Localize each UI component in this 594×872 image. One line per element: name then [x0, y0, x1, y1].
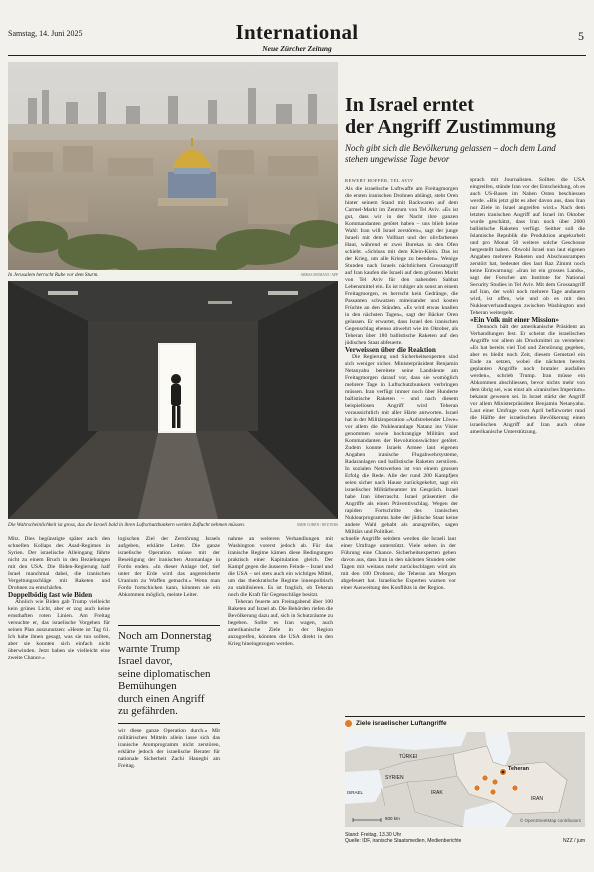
- map-attribution: © OpenStreetMap contributors: [519, 818, 581, 823]
- article-column-2: [470, 177, 585, 711]
- subhead-reaction: Verweissen über die Reaktion: [345, 346, 436, 354]
- bottom-photo-caption: Die Wahrscheinlichkeit ist gross, das die Israeli bald in ihren Luftschutzbunkern werden Zuflucht nehmen müssen.: [8, 522, 245, 528]
- column-2-text-b: Dennoch hält der amerikanische Präsident an Verhandlungen fest. Er scheint die israelischen Angriffe vor allem als Druckmittel zu verstehen: «Es hat bereits viel Tod und Zerstörung gegeben, aber es bleibt noch Zeit, diesem Gemetzel ein Ende zu setzen, wobei die nächsten bereits geplanten Angriffe noch brutaler ausfallen werden», schrieb Trump. Iran müsse ein Abkommen abschliessen, bevor nichts mehr von dem übrig sei, was einst als «iranisches Imperium» bekannt gewesen sei. In Israel stärkt der Angriff vor allem Ministerpräsident Benjamin Netanyahu. Laut einer Umfrage vom April befürwortet rund die Hälfte der israelischen Bevölkerung einen israelischen Angriff auf Iran auch ohne amerikanische Unterstützung.: [470, 324, 585, 435]
- pullquote-line: durch einen Angriff: [118, 692, 205, 705]
- jerusalem-photo: [8, 62, 338, 270]
- map-source-block: [345, 832, 585, 845]
- pullquote-line: Bemühungen: [118, 680, 177, 692]
- bottom-1-text: Mitz. Dies begünstigte später auch den schnellen Kollaps des Asad-Regimes in Syrien. Der israelische Alleingang führte nicht zu einem Bruch in den Beziehungen mit den USA. Die Biden-Regierung half Israel manchmal dabei, die iranischen Vergeltungsschläge mit Raketen und Drohnen zu entschärfen.: [8, 536, 110, 591]
- pullquote-line: Israel davor,: [118, 655, 173, 667]
- bottom-column-3: [228, 536, 333, 856]
- subhead-biden: Doppelbödig fast wie Biden: [8, 591, 93, 599]
- map-signature: NZZ / jum: [563, 838, 585, 845]
- headline: [345, 94, 585, 138]
- map-label-syrien: SYRIEN: [385, 775, 404, 781]
- map-title: Ziele israelischer Luftangriffe: [356, 720, 447, 727]
- deck: [345, 143, 585, 165]
- top-photo-credit: ABBAS MOMANI / AFP: [300, 273, 338, 277]
- bottom-column-2: [118, 536, 220, 622]
- section-title: International: [235, 20, 359, 44]
- map-scale-label: 500 km: [385, 816, 400, 821]
- bottom-photo-credit: AMIR COHEN / REUTERS: [296, 523, 338, 527]
- map-label-iran: IRAN: [531, 796, 543, 802]
- pullquote-line: zu gefährden.: [118, 705, 178, 717]
- target-marker-icon: [345, 720, 352, 727]
- header-rule: [8, 55, 586, 56]
- map-label-teheran: Teheran: [508, 766, 529, 772]
- target-map: [345, 732, 585, 827]
- bottom-1-text-b: Ähnlich wie Biden gab Trump vielleicht kein grünes Licht, aber er zog auch keine ernsthaften roten Linien. Am Freitag versuchte er, das israelische Vorgehen für seinen Plan auszunutzen: «Heute ist Tag 61. Ich habe ihnen gesagt, was sie tun sollten, aber sie konnten sich einfach nicht überwinden. Jetzt haben sie vielleicht eine zweite Chance.»: [8, 599, 110, 661]
- pullquote-rule-top: [118, 625, 220, 626]
- subhead-mission: «Ein Volk mit einer Mission»: [470, 316, 559, 324]
- page-number: 5: [578, 29, 584, 43]
- deck-line-1: Noch gibt sich die Bevölkerung gelassen – doch dem Land: [345, 143, 556, 153]
- bottom-2-text-b: wir diese ganze Operation durch.» Mit militärischen Mitteln allein lasse sich das iranische Atomprogramm nicht zerstören, erklärte jedoch der israelische Berater für nationale Sicherheit Zachi Hanegbi am Freitag.: [118, 728, 220, 769]
- bottom-column-1: [8, 536, 110, 856]
- map-label-tuerkei: TÜRKEI: [399, 754, 418, 760]
- bottom-column-2b: [118, 728, 220, 856]
- deck-line-2: stehen ungewisse Tage bevor: [345, 154, 450, 164]
- bottom-column-4: [341, 536, 456, 726]
- map-title-row: [345, 720, 585, 727]
- map-stand: Stand: Freitag, 13.30 Uhr: [345, 832, 402, 838]
- map-label-israel: ISRAEL: [347, 790, 364, 795]
- pullquote: [118, 630, 223, 718]
- headline-line-1: In Israel erntet: [345, 94, 474, 116]
- bottom-2-text: logischen Ziel der Zerstörung Israels aufgeben, erklärte Leiter. Die ganze israelische Operation müsse mit der Beseitigung der iranischen Atomanlage in Fordo enden. «In dieser Anlage tief, tief unter der Erde wird das angereicherte Uranium zu Waffen gemacht.» Wenn man Fordo fortschicken kann, könnten sie ein Abkommen möglich, meinte Leiter.: [118, 536, 220, 598]
- bottom-3-text-b: Teheran feuerte am Freitagabend über 100 Raketen auf Israel ab. Die Behörden riefen die Bevölkerung dazu auf, sich in Schutzräume zu begeben. Sollte es Iran wagen, auch amerikanische Ziele in der Region anzugreifen, könnten die USA direkt in den Krieg hineingezogen werden.: [228, 599, 333, 647]
- author-line: REWERT HOFFER, TEL AVIV: [345, 178, 414, 183]
- map-source: Quelle: IDF, iranische Staatsmedien, Medienberichte: [345, 838, 462, 845]
- map-rule: [345, 716, 585, 717]
- newspaper-name: Neue Zürcher Zeitung: [262, 44, 332, 53]
- pullquote-line: warnte Trump: [118, 642, 181, 655]
- column-1-text-b: Die Regierung und Sicherheitsexperten sind sich weniger sicher. Ministerpräsident Benjamin Netanyahu bereitete seine Landsleute am Freitagmorgen darauf vor, dass sie womöglich mehrere Tage in Luftschutzbunkern verbringen müssen. Iran verfügt immer noch über Hunderte ballistische Raketen – und nach diesem beispiellosen Angriff wird Teheran voraussichtlich mit aller Härte antworten. Israel hat in der Militäroperation «Aufstrebender Löwe» vor allem die Nuklearanlage Natanz ins Visier genommen sowie hochrangige Militärs und Kommandanten der Revolutionswächter getötet. Zudem konnte Israels Armee laut eigenen Angaben iranische Flugabwehrsysteme, Radaranlagen und ballistische Raketen zerstören. In sozialen Netzwerken ist von einem grossen Erfolg die Rede. Alle der rund 200 Kampfjets seien sicher nach Hause zurückgekehrt, sagt ein israelischer Militärbeamter im Gespräch. Israel habe Iran überrascht. Israel präsentiert die Angriffe als einen Präventivschlag. Wegen der rapiden Fortschritte des iranischen Nuklearprogramms habe der jüdische Staat keine andere Wahl gehabt als anzugreifen, sagen Militärs und Politiker.: [345, 354, 458, 535]
- top-photo-caption: In Jerusalem herrscht Ruhe vor dem Sturm.: [8, 272, 99, 278]
- headline-line-2: der Angriff Zustimmung: [345, 116, 556, 138]
- pullquote-rule-bottom: [118, 723, 220, 724]
- pullquote-line: Noch am Donnerstag: [118, 630, 212, 642]
- header-date: Samstag, 14. Juni 2025: [8, 29, 83, 38]
- bottom-4-text: schnelle Angriffe seitdem werden die Israeli laut einer Umfrage unterstützt. Viele sehen in der Führung eine Chance. Sicherheitsexperten gehen davon aus, dass Iran in den nächsten Stunden oder Tagen mit weitaus mehr zurückschlagen wird als mit den 100 Drohnen, die Teheran am Morgen abgefeuert hat. Israelische Experten warnen vor einer Ausweitung des Konflikts in der Region.: [341, 536, 456, 591]
- column-1-text: Als die israelische Luftwaffe am Freitagmorgen die ersten iranischen Drohnen ablängt, steht Oren hinter seinem Stand mit Backwaren auf dem Carmel-Markt im Zentrum von Tel Aviv. «Es ist gut, dass wir in der Nacht ihre ganzen Kommandanten getötet haben – uns blieb keine Wahl: Iran will Israel zerstören», sagt der junge Israeli mit dem Vollbart und der olivfarbenen Haut, während er zwei Burekas in den Ofen schiebt. «Schluss mit dem Klein-Klein. Das ist der Krieg, um alle Kriege zu beenden». Wenige Stunden nach Israels nächtlichem Grossangriff auf Iran kaufen die Israeli auf dem grössten Markt von Tel Aviv für den nahenden Sabbat Lebensmittel ein. Es ist ruhiger als sonst an einem Freitagmorgen, es herrscht kein Gedränge, die Passanten schwatzen miteinander und kosten Früchte an den Ständen. «Es wird etwas knallen in den nächsten Tagen», sagt der Bäcker Oren gelassen. Er erwartet, dass Israel den iranischen Gegenschlag ebenso abwehrt wie im Oktober, als Teheran über 180 ballistische Raketen auf den jüdischen Staat abfeuerte.: [345, 186, 458, 346]
- bunker-photo: [8, 281, 338, 519]
- map-label-irak: IRAK: [431, 790, 443, 796]
- column-2-text: sprach mit Journalisten. Sollten die USA eingreifen, stünde Iran vor der Entscheidung, ob es auch US-Basen im Nahen Osten beschiessen werde. «Bis jetzt gibt es aber davon aus, dass Iran nur Ziele in Israel angreifen wird.» Nach dem letzten iranischen Angriff auf Israel im Oktober wurde geschätzt, dass Iran noch über 2000 ballistische Raketen verfügt. Seither soll die Islamische Republik die Produktion angekurbelt und pro Monat 50 weitere solche Geschosse hergestellt haben. Obwohl Israel nun laut eigenen Angaben mehrere Raketen und Abschussrampen zerstört hat, bedeutet dies laut Raz Zimmt noch keine Entwarnung: «Iran ist ein grosses Lands», sagt der Forscher am Institute for National Security Studies in Tel Aviv. Mit dem Grossangriff auf Iran, der wohl noch mehrere Tage andauern wird, ist offen, wie und ob es mit den Nuklearverhandlungen zwischen Washington und Teheran weitergeht.: [470, 177, 585, 316]
- bottom-3-text: nahme an weiteren Verhandlungen mit Washington vorerst jedoch ab. Für das iranische Regime kämen diese Bedingungen praktisch einer Kapitulation gleich. Der Kampf gegen die äusseren Feinde – Israel und die USA – sei stets auch ein wichtiges Mittel, um das theokratische Regime innenpolitisch zu stabilisieren. Es ist fraglich, ob Teheran noch die Kraft für Gegenschläge besitzt.: [228, 536, 333, 598]
- pullquote-line: seine diplomatischen: [118, 667, 211, 680]
